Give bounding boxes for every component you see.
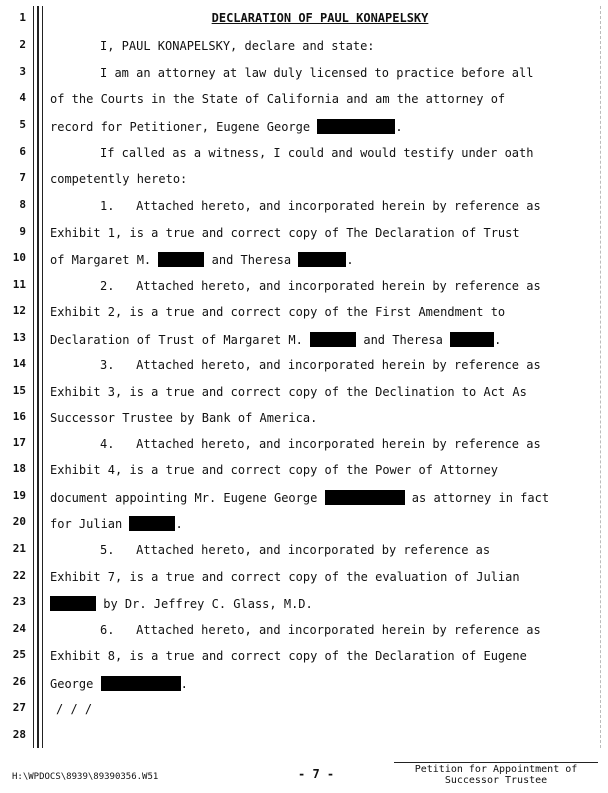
line-number: 11 [12, 278, 26, 291]
body-line: of the Courts in the State of California and am the attorney of [50, 92, 506, 106]
redaction-bar [101, 676, 181, 691]
line-number: 7 [19, 171, 26, 184]
line-number: 10 [12, 251, 26, 264]
body-line [50, 119, 596, 134]
line-number: 24 [12, 622, 26, 635]
line-number: 1 [19, 11, 26, 24]
redaction-bar [310, 332, 356, 347]
left-margin-rule [37, 6, 39, 748]
left-margin-rule [33, 6, 34, 748]
footer-caption-line: Successor Trustee [444, 775, 548, 786]
file-path: H:\WPDOCS\8939\89390356.W51 [12, 772, 159, 782]
line-number: 28 [12, 728, 26, 741]
line-number: 16 [12, 410, 26, 423]
body-line [50, 332, 596, 347]
footer-caption [394, 762, 598, 786]
body-text: document appointing Mr. Eugene George [50, 491, 318, 505]
body-line [50, 252, 596, 267]
line-number: 12 [12, 304, 26, 317]
body-text: . [175, 517, 183, 531]
footer-caption-line: Petition for Appointment of [414, 764, 578, 775]
body-line: Exhibit 2, is a true and correct copy of the First Amendment to [50, 305, 506, 319]
line-number: 8 [19, 198, 26, 211]
body-line: Exhibit 7, is a true and correct copy of the evaluation of Julian [50, 570, 520, 584]
body-text: of Margaret M. [50, 253, 152, 267]
redaction-bar [450, 332, 494, 347]
declaration-intro: I, PAUL KONAPELSKY, declare and state: [100, 39, 375, 53]
redaction-bar [325, 490, 405, 505]
redaction-bar [298, 252, 346, 267]
line-number: 20 [12, 515, 26, 528]
redaction-bar [50, 596, 96, 611]
right-margin-rule [600, 6, 602, 748]
exhibit-paragraph-4: 4. Attached hereto, and incorporated herein by reference as [100, 437, 541, 451]
body-line [50, 676, 596, 691]
line-number: 23 [12, 595, 26, 608]
body-text: by Dr. Jeffrey C. Glass, M.D. [103, 597, 313, 611]
body-text: Declaration of Trust of Margaret M. [50, 333, 303, 347]
body-line [50, 516, 596, 531]
line-number: 21 [12, 542, 26, 555]
body-text: . [395, 120, 403, 134]
body-line: competently hereto: [50, 172, 188, 186]
body-text: . [180, 677, 188, 691]
line-number: 2 [19, 38, 26, 51]
body-text: and Theresa [211, 253, 292, 267]
body-line [50, 596, 596, 611]
body-line: Exhibit 3, is a true and correct copy of the Declination to Act As [50, 385, 527, 399]
body-line: Exhibit 8, is a true and correct copy of the Declaration of Eugene [50, 649, 527, 663]
body-line: If called as a witness, I could and would testify under oath [100, 146, 534, 160]
body-line: Exhibit 4, is a true and correct copy of the Power of Attorney [50, 463, 498, 477]
continuation-marks: / / / [56, 702, 93, 716]
body-line: Successor Trustee by Bank of America. [50, 411, 318, 425]
line-number: 22 [12, 569, 26, 582]
line-number: 9 [19, 225, 26, 238]
exhibit-paragraph-5: 5. Attached hereto, and incorporated by reference as [100, 543, 491, 557]
document-title: DECLARATION OF PAUL KONAPELSKY [211, 11, 429, 25]
line-number: 5 [19, 118, 26, 131]
line-number: 19 [12, 489, 26, 502]
line-number: 3 [19, 65, 26, 78]
body-text: as attorney in fact [411, 491, 550, 505]
redaction-bar [158, 252, 204, 267]
line-number: 27 [12, 701, 26, 714]
line-number: 25 [12, 648, 26, 661]
line-number: 13 [12, 331, 26, 344]
redaction-bar [129, 516, 175, 531]
body-text: . [346, 253, 354, 267]
redaction-bar [317, 119, 395, 134]
page-number: - 7 - [298, 767, 335, 781]
line-number: 26 [12, 675, 26, 688]
body-text: . [494, 333, 502, 347]
body-line [50, 490, 596, 505]
body-line: I am an attorney at law duly licensed to practice before all [100, 66, 534, 80]
left-margin-rule [42, 6, 43, 748]
body-text: record for Petitioner, Eugene George [50, 120, 311, 134]
exhibit-paragraph-6: 6. Attached hereto, and incorporated herein by reference as [100, 623, 541, 637]
body-text: for Julian [50, 517, 123, 531]
line-number: 4 [19, 91, 26, 104]
exhibit-paragraph-3: 3. Attached hereto, and incorporated herein by reference as [100, 358, 541, 372]
body-line: Exhibit 1, is a true and correct copy of The Declaration of Trust [50, 226, 520, 240]
line-number: 6 [19, 145, 26, 158]
exhibit-paragraph-1: 1. Attached hereto, and incorporated herein by reference as [100, 199, 541, 213]
line-number: 14 [12, 357, 26, 370]
line-number: 17 [12, 436, 26, 449]
line-number: 18 [12, 462, 26, 475]
body-text: and Theresa [363, 333, 443, 347]
exhibit-paragraph-2: 2. Attached hereto, and incorporated herein by reference as [100, 279, 541, 293]
body-text: George [50, 677, 94, 691]
line-number: 15 [12, 384, 26, 397]
